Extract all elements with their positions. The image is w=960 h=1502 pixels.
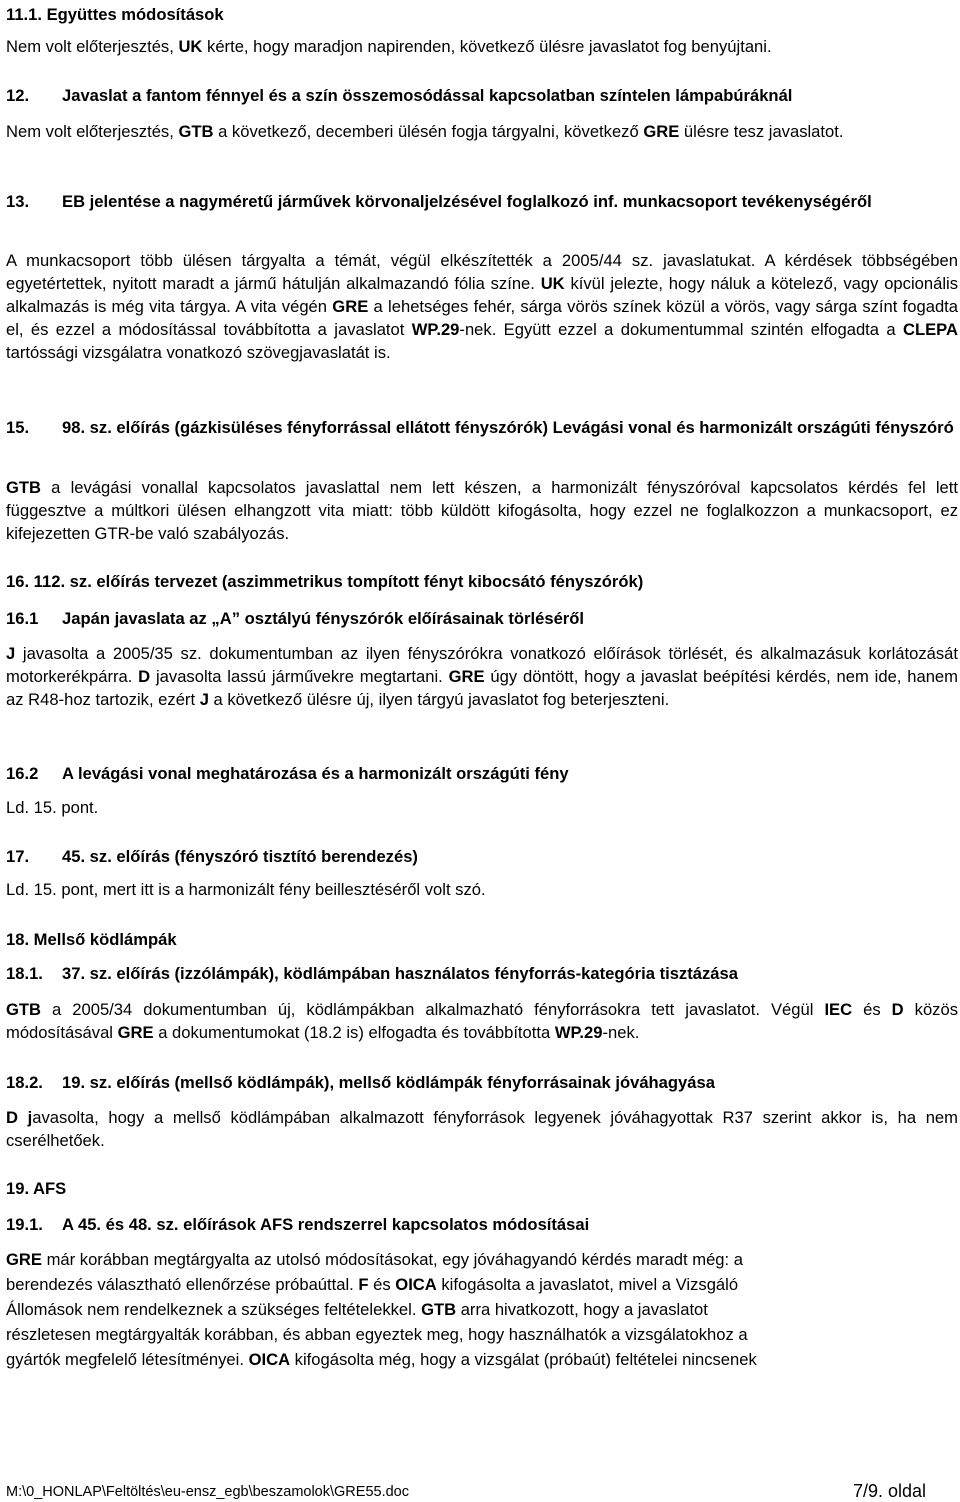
paragraph-line: berendezés választható ellenőrzése próbaúttal. F és OICA kifogásolta a javaslatot, mivel a Vizsgáló (6, 1275, 739, 1294)
heading-19: 19. AFS (6, 1179, 67, 1198)
heading-13: 13. EB jelentése a nagyméretű járművek körvonaljelzésével foglalkozó inf. munkacsoport tevékenységéről (6, 192, 872, 211)
paragraph-line: részletesen megtárgyalták korábban, és abban egyeztek meg, hogy használhatók a vizsgálatokhoz a (6, 1325, 748, 1344)
heading-12: 12. Javaslat a fantom fénnyel és a szín összemosódással kapcsolatban színtelen lámpabúráknál (6, 86, 793, 105)
heading-18-2: 18.2. 19. sz. előírás (mellső ködlámpák), mellső ködlámpák fényforrásainak jóváhagyása (6, 1073, 715, 1092)
paragraph-18-1: GTB a 2005/34 dokumentumban új, ködlámpákban alkalmazható fényforrásokra tett javaslatot. Végül IEC és D közös módosításával GRE a dokumentumokat (18.2 is) elfogadta és továbbította WP.29-nek. (6, 1000, 958, 1042)
paragraph-15: GTB a levágási vonallal kapcsolatos javaslattal nem lett készen, a harmonizált fényszóróval kapcsolatos kérdés fel lett függesztve a múltkori ülésen elhangzott vita miatt: több küldött kifogásolta, hogy ezzel ne foglalkozzon a munkacsoport, ez kifejezetten GTR-be való szabályozás. (6, 478, 958, 543)
heading-17: 17. 45. sz. előírás (fényszóró tisztító berendezés) (6, 847, 418, 866)
heading-18: 18. Mellső ködlámpák (6, 930, 177, 949)
file-path: M:\0_HONLAP\Feltöltés\eu-ensz_egb\beszamolok\GRE55.doc (6, 1484, 409, 1500)
paragraph-line: GRE már korábban megtárgyalta az utolsó módosításokat, egy jóváhagyandó kérdés maradt még: a (6, 1250, 743, 1269)
heading-16-1: 16.1 Japán javaslata az „A” osztályú fényszórók előírásainak törléséről (6, 609, 584, 628)
page-footer (6, 1481, 952, 1502)
heading-18-1: 18.1. 37. sz. előírás (izzólámpák), ködlámpában használatos fényforrás-kategória tisztázása (6, 964, 738, 983)
page-number: 7/9. oldal (852, 1481, 926, 1501)
heading-11-1: 11.1. Együttes módosítások (6, 5, 224, 24)
heading-19-1: 19.1. A 45. és 48. sz. előírások AFS rendszerrel kapcsolatos módosításai (6, 1215, 590, 1234)
paragraph-19-1 (6, 1248, 958, 1373)
heading-15: 15. 98. sz. előírás (gázkisüléses fényforrással ellátott fényszórók) Levágási vonal és harmonizált országúti fényszóró (6, 418, 954, 437)
heading-16: 16. 112. sz. előírás tervezet (aszimmetrikus tompított fényt kibocsátó fényszórók) (6, 572, 644, 591)
heading-16-2: 16.2 A levágási vonal meghatározása és a harmonizált országúti fény (6, 764, 569, 783)
paragraph-line: gyártók megfelelő létesítményei. OICA kifogásolta még, hogy a vizsgálat (próbaút) feltételei nincsenek (6, 1350, 757, 1369)
paragraph-17: Ld. 15. pont, mert itt is a harmonizált fény beillesztéséről volt szó. (6, 880, 486, 899)
paragraph-line: Állomások nem rendelkeznek a szükséges feltételekkel. GTB arra hivatkozott, hogy a javaslatot (6, 1300, 708, 1319)
paragraph-18-2: D javasolta, hogy a mellső ködlámpában alkalmazott fényforrások legyenek jóváhagyottak R37 szerint akkor is, ha nem cserélhetőek. (6, 1108, 958, 1150)
paragraph-16-2: Ld. 15. pont. (6, 798, 99, 817)
paragraph-12: Nem volt előterjesztés, GTB a következő, decemberi ülésén fogja tárgyalni, következő GRE ülésre tesz javaslatot. (6, 122, 844, 141)
paragraph-13: A munkacsoport több ülésen tárgyalta a témát, végül elkészítették a 2005/44 sz. javaslatukat. A kérdések többségében egyetértettek, nyitott maradt a jármű hátulján alkalmazandó fólia színe. UK kívül jelezte, hogy náluk a kötelező, vagy opcionális alkalmazás is még vita tárgya. A vita végén GRE a lehetséges fehér, sárga vörös színek közül a vörös, vagy sárga színt fogadta el, és ezzel a módosítással továbbította a javaslatot WP.29-nek. Együtt ezzel a dokumentummal szintén elfogadta a CLEPA tartóssági vizsgálatra vonatkozó szövegjavaslatát is. (6, 251, 959, 362)
paragraph-11-1: Nem volt előterjesztés, UK kérte, hogy maradjon napirenden, következő ülésre javaslatot fog benyújtani. (6, 37, 772, 56)
paragraph-16-1: J javasolta a 2005/35 sz. dokumentumban az ilyen fényszórókra vonatkozó előírások törlését, és alkalmazásuk korlátozását motorkerékpárra. D javasolta lassú járművekre megtartani. GRE úgy döntött, hogy a javaslat beépítési kérdés, nem ide, hanem az R48-hoz tartozik, ezért J a következő ülésre új, ilyen tárgyú javaslatot fog beterjeszteni. (6, 644, 958, 709)
